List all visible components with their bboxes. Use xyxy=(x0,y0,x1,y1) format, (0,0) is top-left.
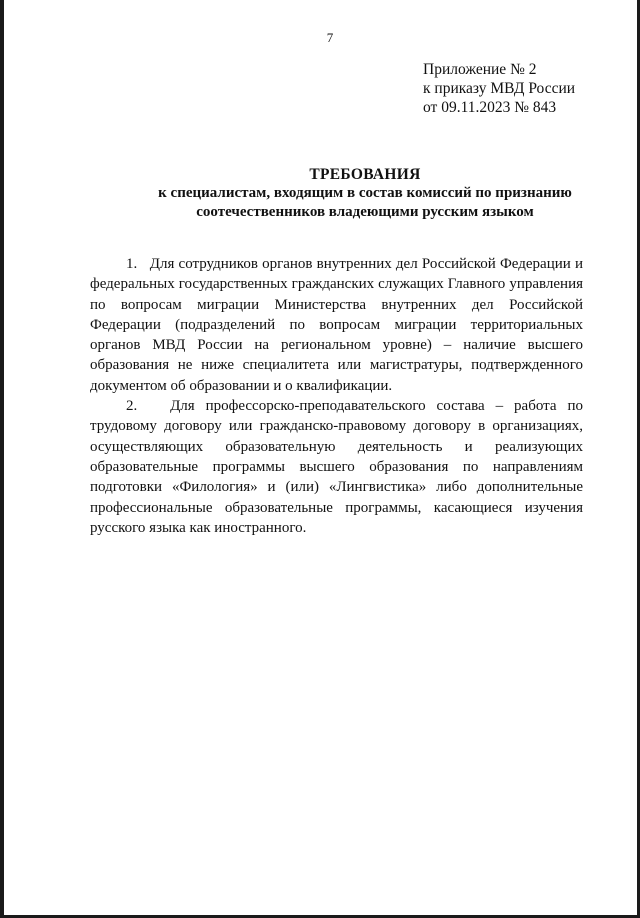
paragraph-number: 2. xyxy=(126,398,138,415)
paragraph-1 xyxy=(90,254,583,396)
paragraph-number: 1. xyxy=(126,256,138,272)
title-heading: ТРЕБОВАНИЯ xyxy=(309,166,421,183)
document-body xyxy=(90,254,583,538)
appendix-reference xyxy=(423,60,575,117)
title-subtitle-line-1: к специалистам, входящим в состав комиссий по признанию xyxy=(158,185,572,201)
paragraph-2 xyxy=(90,396,583,538)
paragraph-text: Для профессорско-преподавательского состава – работа по трудовому договору или гражданско-правовому договору в организациях, осуществляющих образовательную деятельность и реализующих образовательные программы высшего образования по направлениям подготовки «Филология» и (или) «Лингвистика» либо дополнительные профессиональные образовательные программы, касающиеся изучения русского языка как иностранного. xyxy=(90,398,583,536)
document-title xyxy=(80,165,640,222)
scan-border-left xyxy=(0,0,4,918)
page-number: 7 xyxy=(326,30,334,45)
title-subtitle-line-2: соотечественников владеющими русским языком xyxy=(196,204,534,220)
paragraph-text: Для сотрудников органов внутренних дел Российской Федерации и федеральных государственных гражданских служащих Главного управления по вопросам миграции Министерства внутренних дел Российской Федерации (подразделений по вопросам миграции территориальных органов МВД России на региональном уровне) – наличие высшего образования не ниже специалитета или магистратуры, подтвержденного документом об образовании и о квалификации. xyxy=(90,256,583,394)
appendix-line-1: Приложение № 2 xyxy=(423,61,537,78)
appendix-line-2: к приказу МВД России xyxy=(423,80,576,97)
appendix-line-3: от 09.11.2023 № 843 xyxy=(423,99,557,116)
